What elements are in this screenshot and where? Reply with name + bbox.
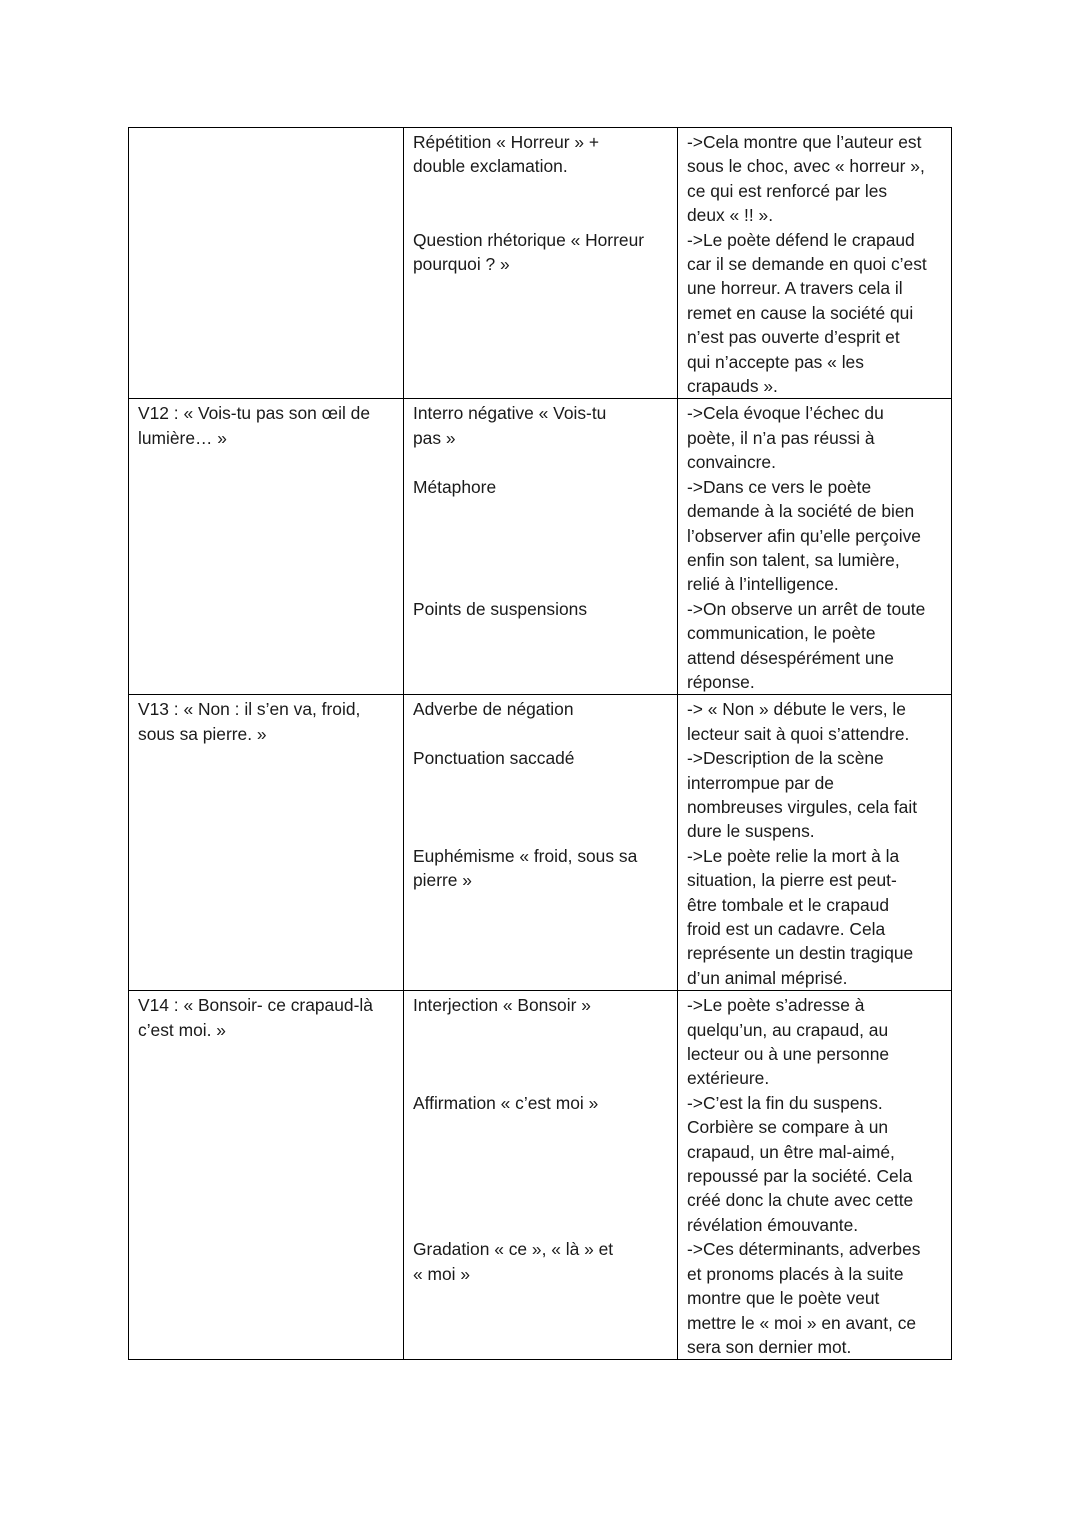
text-line bbox=[413, 819, 669, 843]
text-line bbox=[413, 450, 669, 474]
text-line: Euphémisme « froid, sous sa bbox=[413, 845, 638, 866]
text-line bbox=[413, 499, 669, 523]
text-line: montre que le poète veut bbox=[687, 1288, 880, 1309]
text-line: Corbière se compare à un bbox=[687, 1117, 889, 1138]
text-line: Question rhétorique « Horreur bbox=[413, 229, 645, 250]
text-line: convaincre. bbox=[687, 452, 776, 473]
text-line bbox=[413, 1310, 669, 1334]
text-line: ->On observe un arrêt de toute bbox=[687, 598, 926, 619]
devices-cell bbox=[404, 695, 678, 991]
text-line: l’observer afin qu’elle perçoive bbox=[687, 525, 921, 546]
text-line: double exclamation. bbox=[413, 156, 568, 177]
text-line bbox=[413, 1140, 669, 1164]
text-line bbox=[413, 523, 669, 547]
text-line bbox=[413, 301, 669, 325]
table-row bbox=[129, 399, 952, 695]
text-line bbox=[413, 1066, 669, 1090]
text-line: car il se demande en quoi c’est bbox=[687, 254, 927, 275]
verse-cell bbox=[129, 991, 404, 1360]
text-line: V14 : « Bonsoir- ce crapaud-là bbox=[138, 995, 373, 1016]
text-line: sous le choc, avec « horreur », bbox=[687, 156, 925, 177]
text-line bbox=[413, 276, 669, 300]
text-line bbox=[413, 350, 669, 374]
text-line: ->Le poète relie la mort à la bbox=[687, 845, 900, 866]
text-line: mettre le « moi » en avant, ce bbox=[687, 1312, 917, 1333]
verse-cell bbox=[129, 399, 404, 695]
text-line bbox=[413, 203, 669, 227]
table-row bbox=[129, 695, 952, 991]
text-line: ->Ces déterminants, adverbes bbox=[687, 1239, 921, 1260]
text-line: ->C’est la fin du suspens. bbox=[687, 1092, 883, 1113]
text-line: ->Le poète s’adresse à bbox=[687, 995, 865, 1016]
text-line: crapaud, un être mal-aimé, bbox=[687, 1141, 895, 1162]
text-line: Adverbe de négation bbox=[413, 699, 574, 720]
text-line: Interjection « Bonsoir » bbox=[413, 995, 591, 1016]
text-line bbox=[413, 966, 669, 990]
text-line: quelqu’un, au crapaud, au bbox=[687, 1019, 889, 1040]
text-line: attend désespérément une bbox=[687, 647, 894, 668]
text-line: et pronoms placés à la suite bbox=[687, 1263, 904, 1284]
text-line: demande à la société de bien bbox=[687, 501, 915, 522]
text-line: -> « Non » débute le vers, le bbox=[687, 699, 906, 720]
text-line bbox=[413, 1286, 669, 1310]
text-line: froid est un cadavre. Cela bbox=[687, 919, 886, 939]
analysis-table-body bbox=[129, 128, 952, 1360]
table-row bbox=[129, 128, 952, 399]
text-line: Gradation « ce », « là » et bbox=[413, 1239, 614, 1260]
text-line: V12 : « Vois-tu pas son œil de bbox=[138, 403, 370, 424]
text-line bbox=[413, 179, 669, 203]
text-line: extérieure. bbox=[687, 1068, 770, 1089]
text-line: pas » bbox=[413, 427, 456, 448]
text-line bbox=[413, 893, 669, 917]
text-line: sous sa pierre. » bbox=[138, 723, 267, 744]
text-line bbox=[413, 325, 669, 349]
text-line: situation, la pierre est peut- bbox=[687, 870, 897, 891]
text-line: n’est pas ouverte d’esprit et bbox=[687, 327, 900, 348]
text-line bbox=[413, 1213, 669, 1237]
text-line bbox=[413, 917, 669, 941]
text-line: lecteur sait à quoi s’attendre. bbox=[687, 723, 910, 744]
text-line bbox=[413, 722, 669, 746]
text-line bbox=[413, 795, 669, 819]
analysis-cell bbox=[678, 991, 952, 1360]
text-line: ->Cela évoque l’échec du bbox=[687, 403, 884, 424]
devices-cell bbox=[404, 399, 678, 695]
text-line bbox=[413, 621, 669, 645]
verse-cell bbox=[129, 695, 404, 991]
text-line: remet en cause la société qui bbox=[687, 302, 914, 323]
text-line: repoussé par la société. Cela bbox=[687, 1166, 913, 1187]
text-line bbox=[413, 1042, 669, 1066]
text-line: crapauds ». bbox=[687, 376, 778, 397]
text-line: interrompue par de bbox=[687, 772, 834, 793]
text-line: deux « !! ». bbox=[687, 205, 774, 226]
text-line: ce qui est renforcé par les bbox=[687, 180, 888, 201]
text-line: Répétition « Horreur » + bbox=[413, 132, 600, 152]
text-line: Affirmation « c’est moi » bbox=[413, 1092, 599, 1113]
text-line: pierre » bbox=[413, 870, 472, 891]
text-line: créé donc la chute avec cette bbox=[687, 1190, 914, 1211]
text-line bbox=[413, 1115, 669, 1139]
text-line: une horreur. A travers cela il bbox=[687, 278, 903, 299]
text-line: dure le suspens. bbox=[687, 821, 815, 842]
text-line bbox=[413, 645, 669, 669]
text-line: « moi » bbox=[413, 1263, 471, 1284]
text-line: poète, il n’a pas réussi à bbox=[687, 427, 875, 448]
text-line: sera son dernier mot. bbox=[687, 1336, 852, 1357]
text-line: ->Le poète défend le crapaud bbox=[687, 229, 915, 250]
text-line: relié à l’intelligence. bbox=[687, 574, 839, 595]
text-line: Interro négative « Vois-tu bbox=[413, 403, 607, 424]
text-line bbox=[413, 572, 669, 596]
analysis-cell bbox=[678, 128, 952, 399]
text-line bbox=[413, 1188, 669, 1212]
text-line: qui n’accepte pas « les bbox=[687, 351, 864, 372]
text-line: lumière… » bbox=[138, 427, 227, 448]
text-line bbox=[413, 941, 669, 965]
text-line bbox=[413, 548, 669, 572]
analysis-cell bbox=[678, 695, 952, 991]
text-line: Points de suspensions bbox=[413, 598, 588, 619]
text-line bbox=[413, 1018, 669, 1042]
text-line bbox=[413, 670, 669, 694]
text-line: nombreuses virgules, cela fait bbox=[687, 796, 918, 817]
table-row bbox=[129, 991, 952, 1360]
text-line: Métaphore bbox=[413, 476, 497, 497]
devices-cell bbox=[404, 128, 678, 399]
text-line: être tombale et le crapaud bbox=[687, 894, 890, 915]
text-line: c’est moi. » bbox=[138, 1019, 226, 1040]
devices-cell bbox=[404, 991, 678, 1360]
text-line: d’un animal méprisé. bbox=[687, 967, 848, 988]
text-line: ->Dans ce vers le poète bbox=[687, 476, 872, 497]
text-line bbox=[413, 374, 669, 398]
text-line: représente un destin tragique bbox=[687, 943, 914, 964]
analysis-cell bbox=[678, 399, 952, 695]
text-line: ->Description de la scène bbox=[687, 748, 884, 769]
text-line: communication, le poète bbox=[687, 623, 876, 644]
text-line bbox=[138, 130, 395, 154]
text-line: réponse. bbox=[687, 671, 755, 692]
text-line bbox=[413, 1335, 669, 1359]
text-line: révélation émouvante. bbox=[687, 1214, 859, 1235]
text-line: ->Cela montre que l’auteur est bbox=[687, 132, 922, 152]
text-line bbox=[413, 771, 669, 795]
verse-cell bbox=[129, 128, 404, 399]
text-line: pourquoi ? » bbox=[413, 254, 510, 274]
text-line: Ponctuation saccadé bbox=[413, 748, 575, 769]
text-line: V13 : « Non : il s’en va, froid, bbox=[138, 699, 361, 720]
text-line: lecteur ou à une personne bbox=[687, 1044, 890, 1065]
text-line: enfin son talent, sa lumière, bbox=[687, 549, 900, 570]
analysis-table bbox=[128, 127, 952, 1360]
text-line bbox=[413, 1164, 669, 1188]
